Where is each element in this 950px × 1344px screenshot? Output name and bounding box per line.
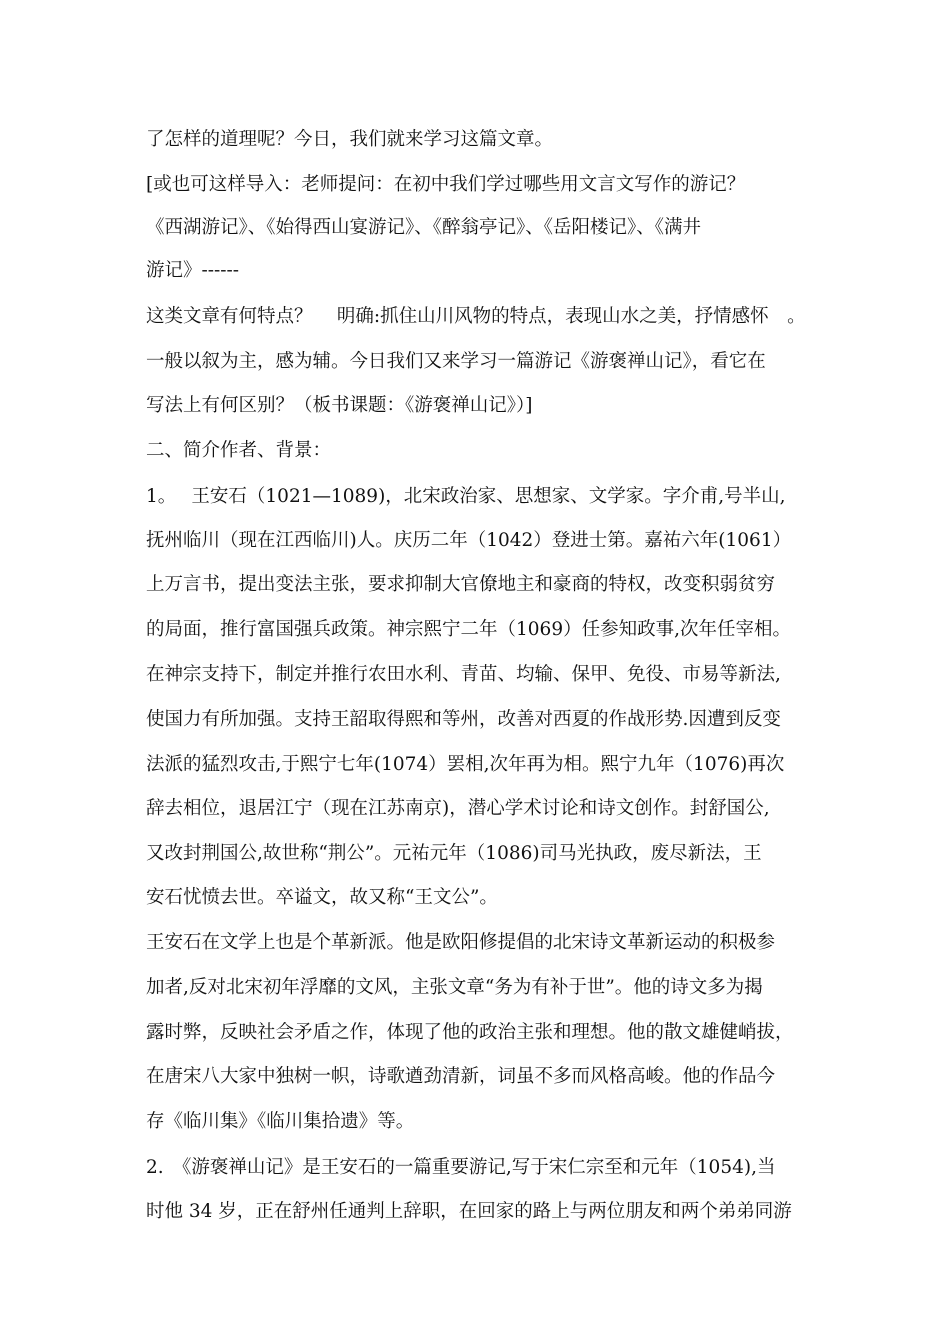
text-line: 了怎样的道理呢？今日，我们就来学习这篇文章。 (146, 129, 554, 150)
text-line: 写法上有何区别？（板书课题：《游褒禅山记》）] (146, 395, 533, 416)
text-line: 2. 《游褒禅山记》是王安石的一篇重要游记,写于宋仁宗至和元年（1054),当 (146, 1157, 776, 1178)
text-line: 存《临川集》《临川集拾遗》等。 (146, 1111, 415, 1132)
text-line: 又改封荆国公,故世称“荆公”。元祐元年（1086)司马光执政，废尽新法，王 (146, 843, 762, 864)
text-line: 在神宗支持下，制定并推行农田水利、青苗、均输、保甲、免役、市易等新法, (146, 664, 781, 685)
text-line: 时他 34 岁，正在舒州任通判上辞职，在回家的路上与两位朋友和两个弟弟同游 (146, 1201, 792, 1222)
text-line: [或也可这样导入：老师提问：在初中我们学过哪些用文言文写作的游记？ (146, 174, 746, 195)
text-line: 在唐宋八大家中独树一帜，诗歌遒劲清新，词虽不多而风格高峻。他的作品今 (146, 1066, 776, 1087)
section-heading: 二、简介作者、背景： (146, 440, 332, 461)
text-line: 1。 王安石（1021—1089)，北宋政治家、思想家、文学家。字介甫,号半山, (146, 486, 786, 507)
text-line: 法派的猛烈攻击,于熙宁七年(1074）罢相,次年再为相。熙宁九年（1076)再次 (146, 754, 785, 775)
text-line: 游记》------ (146, 260, 240, 281)
text-line: 安石忧愤去世。卒谥文，故又称“王文公”。 (146, 887, 498, 908)
text-line: 这类文章有何特点？ 明确:抓住山川风物的特点，表现山水之美，抒情感怀 。 (146, 306, 806, 327)
text-line: 的局面，推行富国强兵政策。神宗熙宁二年（1069）任参知政事,次年任宰相。 (146, 619, 791, 640)
text-line: 加者,反对北宋初年浮靡的文风，主张文章“务为有补于世”。他的诗文多为揭 (146, 977, 763, 998)
text-line: 王安石在文学上也是个革新派。他是欧阳修提倡的北宋诗文革新运动的积极参 (146, 932, 776, 953)
text-line: 抚州临川（现在江西临川)人。庆历二年（1042）登进士第。嘉祐六年(1061） (146, 530, 792, 551)
text-line: 《西湖游记》、《始得西山宴游记》、《醉翁亭记》、《岳阳楼记》、《满井 (146, 217, 702, 238)
text-line: 露时弊，反映社会矛盾之作，体现了他的政治主张和理想。他的散文雄健峭拔， (146, 1022, 794, 1043)
text-line: 辞去相位，退居江宁（现在江苏南京)，潜心学术讨论和诗文创作。封舒国公, (146, 798, 770, 819)
text-line: 使国力有所加强。支持王韶取得熙和等州，改善对西夏的作战形势.因遭到反变 (146, 709, 781, 730)
text-line: 一般以叙为主，感为辅。今日我们又来学习一篇游记《游褒禅山记》，看它在 (146, 351, 766, 372)
text-line: 上万言书，提出变法主张，要求抑制大官僚地主和豪商的特权，改变积弱贫穷 (146, 574, 776, 595)
